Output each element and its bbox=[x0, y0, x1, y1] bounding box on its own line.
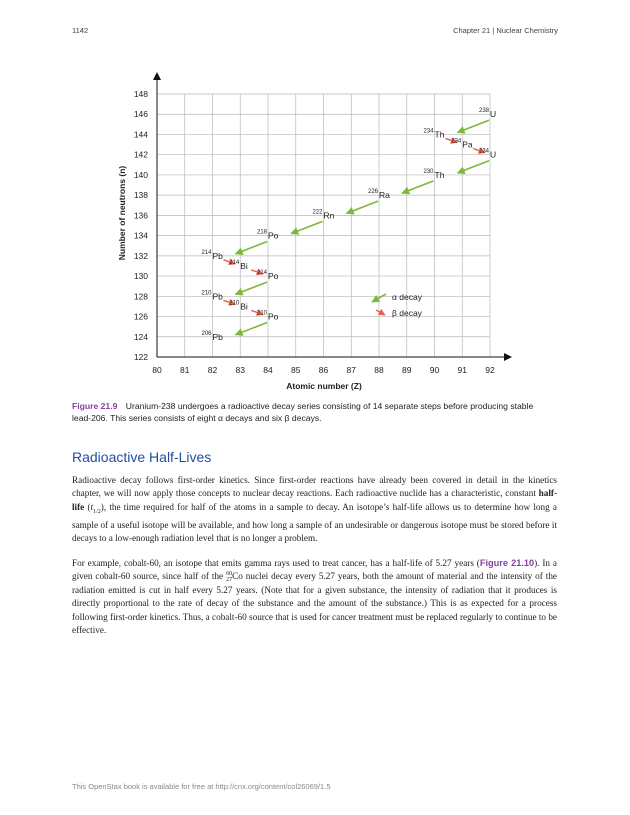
nuclide-label bbox=[479, 108, 496, 119]
mass-number: 218 bbox=[256, 229, 267, 236]
footer-note: This OpenStax book is available for free at http://cnx.org/content/col26069/1.5 bbox=[72, 782, 331, 791]
mass-number: 222 bbox=[312, 209, 323, 216]
y-tick-label: 138 bbox=[133, 190, 148, 201]
mass-number: 234 bbox=[451, 138, 462, 145]
x-tick-label: 86 bbox=[318, 365, 329, 375]
element-symbol: Th bbox=[434, 169, 445, 180]
paragraph-cobalt-example: For example, cobalt-60, an isotope that emits gamma rays used to treat cancer, has a half-life of 5.27 years (Figure 21.10). In a given cobalt-60 source, since half of the 60 27Co nuclei decay every 5.27 years, both the amount of material and the intensity of the radiation emitted is cut in half every 5.27 years. (Note that for a given substance, the intensity of radiation that it produces is directly proportional to the rate of decay of the substance and the amount of the substance.) This is as expected for a process following first-order kinetics. Thus, a cobalt-60 source that is used for cancer treatment must be replaced regularly to continue to be effective. bbox=[72, 558, 558, 636]
y-tick-label: 146 bbox=[133, 109, 148, 120]
mass-number: 234 bbox=[423, 128, 434, 135]
chapter-title: Chapter 21 | Nuclear Chemistry bbox=[453, 26, 558, 35]
nuclide-label bbox=[257, 230, 279, 241]
element-symbol: Rn bbox=[323, 210, 335, 221]
legend-label: β decay bbox=[392, 308, 422, 318]
element-symbol: Po bbox=[268, 311, 279, 322]
figure-link[interactable]: Figure 21.10 bbox=[479, 558, 535, 568]
y-tick-labels bbox=[134, 89, 148, 362]
element-symbol: Pa bbox=[462, 139, 473, 150]
x-tick-label: 89 bbox=[402, 365, 412, 375]
y-tick-label: 142 bbox=[133, 149, 148, 160]
x-tick-label: 84 bbox=[263, 365, 273, 375]
decay-series-chart bbox=[0, 0, 630, 395]
y-tick-label: 126 bbox=[133, 311, 148, 322]
y-tick-label: 148 bbox=[133, 89, 148, 99]
element-symbol: Po bbox=[268, 230, 279, 241]
nuclide-label bbox=[423, 128, 444, 139]
y-tick-label: 128 bbox=[133, 291, 148, 302]
figure-caption bbox=[72, 400, 552, 424]
x-tick-labels bbox=[152, 365, 495, 375]
element-symbol: Bi bbox=[240, 260, 248, 271]
y-tick-label: 130 bbox=[133, 271, 148, 282]
legend-beta-arrow bbox=[376, 310, 385, 315]
decay-arrows bbox=[224, 120, 490, 335]
nuclide-label bbox=[257, 270, 279, 281]
mass-number: 210 bbox=[229, 300, 240, 307]
element-symbol: Ra bbox=[379, 190, 390, 201]
mass-number: 214 bbox=[256, 270, 267, 277]
nuclide-label bbox=[229, 260, 248, 271]
nuclide-label bbox=[257, 311, 279, 322]
y-tick-label: 134 bbox=[133, 230, 148, 241]
y-tick-label: 140 bbox=[133, 169, 148, 180]
mass-number: 214 bbox=[201, 249, 212, 256]
paragraph-half-life: Radioactive decay follows first-order kinetics. Since first-order reactions have already been covered in detail in the kinetics chapter, we will now apply those concepts to nuclear decay reactions. Each radioactive nuclide has a characteristic, constant half-life $(t_{1/2})$, the time required for half of the atoms in a sample to decay. An isotope’s half-life allows us to determine how long a sample of a useful isotope will be available, and how long a sample of an undesirable or dangerous isotope must be stored before it decays to a low-enough radiation level that is no longer a problem. bbox=[72, 475, 558, 544]
x-tick-label: 87 bbox=[346, 365, 356, 375]
nuclide-labels bbox=[201, 108, 496, 342]
x-tick-label: 80 bbox=[152, 365, 162, 375]
element-symbol: Pb bbox=[212, 331, 223, 342]
caption-text: Uranium-238 undergoes a radioactive decay series consisting of 14 separate steps before producing stable lead-206. This series consists of eight α decays and six β decays. bbox=[72, 401, 534, 423]
element-symbol: Bi bbox=[240, 301, 248, 312]
section-heading: Radioactive Half-Lives bbox=[72, 449, 212, 465]
y-tick-label: 122 bbox=[133, 352, 148, 362]
x-tick-label: 91 bbox=[457, 365, 467, 375]
mass-number: 234 bbox=[478, 148, 489, 155]
element-symbol: Pb bbox=[212, 250, 223, 261]
nuclide-label bbox=[201, 331, 223, 342]
x-tick-label: 90 bbox=[429, 365, 440, 375]
element-symbol: Th bbox=[434, 129, 445, 140]
element-symbol: Pb bbox=[212, 291, 223, 302]
cobalt-60-nuclide: 60 27 bbox=[226, 570, 233, 584]
x-tick-label: 85 bbox=[291, 365, 301, 375]
element-symbol: Po bbox=[268, 271, 279, 282]
nuclide-label bbox=[312, 209, 334, 220]
nuclide-label bbox=[423, 169, 444, 180]
x-tick-label: 81 bbox=[180, 365, 190, 375]
mass-number: 210 bbox=[201, 290, 212, 297]
mass-number: 238 bbox=[478, 108, 489, 115]
nuclide-label bbox=[479, 149, 496, 160]
mass-number: 230 bbox=[423, 168, 434, 175]
y-tick-label: 144 bbox=[133, 129, 148, 140]
y-tick-label: 132 bbox=[133, 250, 148, 261]
element-symbol: U bbox=[490, 149, 497, 160]
mass-number: 226 bbox=[367, 189, 378, 196]
mass-number: 214 bbox=[229, 259, 240, 266]
mass-number: 210 bbox=[256, 310, 267, 317]
nuclide-label bbox=[229, 300, 248, 311]
x-tick-label: 92 bbox=[485, 365, 495, 375]
y-tick-label: 124 bbox=[133, 331, 148, 342]
nuclide-label bbox=[201, 250, 223, 261]
nuclide-label bbox=[201, 290, 223, 301]
page-number: 1142 bbox=[72, 26, 89, 35]
y-axis-label: Number of neutrons (n) bbox=[117, 165, 127, 261]
element-symbol: U bbox=[490, 109, 497, 120]
nuclide-label bbox=[451, 139, 473, 150]
x-tick-label: 88 bbox=[374, 365, 384, 375]
nuclide-label bbox=[368, 189, 390, 200]
x-axis-label: Atomic number (Z) bbox=[286, 381, 362, 391]
legend-label: α decay bbox=[392, 292, 422, 302]
mass-number: 206 bbox=[201, 330, 212, 337]
key-term-half-life: half-life bbox=[72, 488, 557, 512]
x-tick-label: 83 bbox=[235, 365, 245, 375]
chart-legend bbox=[372, 292, 423, 318]
figure-label: Figure 21.9 bbox=[72, 401, 118, 411]
x-tick-label: 82 bbox=[207, 365, 218, 375]
y-tick-label: 136 bbox=[133, 210, 148, 221]
